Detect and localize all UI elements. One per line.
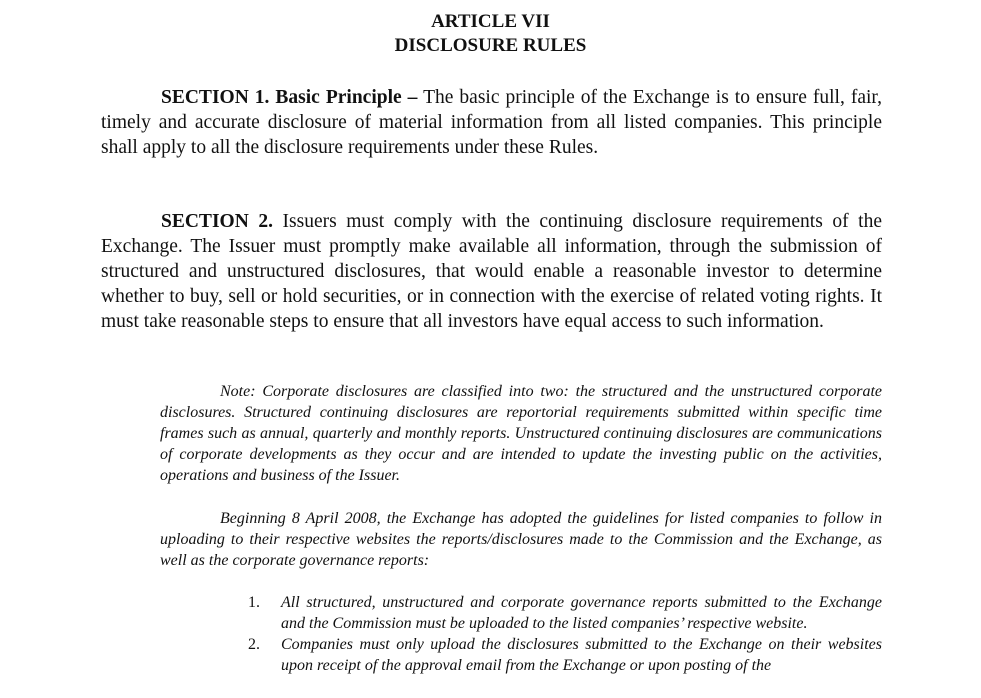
article-title: ARTICLE VII xyxy=(431,11,550,32)
list-item-number: 2. xyxy=(248,636,260,653)
list-item xyxy=(160,634,882,676)
list-item-text: Companies must only upload the disclosures submitted to the Exchange on their websites upon receipt of the approval email from the Exchange or upon posting of the xyxy=(281,636,882,674)
note-paragraph-1 xyxy=(160,381,882,486)
guidelines-list xyxy=(160,592,882,676)
note-paragraph-2 xyxy=(160,508,882,571)
section-1-heading: SECTION 1. Basic Principle – xyxy=(161,87,418,108)
section-1-text: The basic principle of the Exchange is to ensure full, fair, timely and accurate disclosure of material information from all listed companies. This principle shall apply to all the disclosure requirements under these Rules. xyxy=(101,87,882,158)
note-1-text: Note: Corporate disclosures are classified into two: the structured and the unstructured corporate disclosures. Structured continuing disclosures are reportorial requirements submitted within specific time frames such as annual, quarterly and monthly reports. Unstructured continuing disclosures are communications of corporate developments as they occur and are intended to update the investing public on the activities, operations and business of the Issuer. xyxy=(160,383,882,484)
article-subtitle: DISCLOSURE RULES xyxy=(394,35,587,56)
section-1-paragraph xyxy=(101,85,882,160)
section-2-paragraph xyxy=(101,209,882,334)
list-item-text: All structured, unstructured and corporate governance reports submitted to the Exchange and the Commission must be uploaded to the listed companies’ respective website. xyxy=(281,594,882,632)
list-item-number: 1. xyxy=(248,594,260,611)
section-2-text: Issuers must comply with the continuing disclosure requirements of the Exchange. The Issuer must promptly make available all information, through the submission of structured and unstructured disclosures, that would enable a reasonable investor to determine whether to buy, sell or hold securities, or in connection with the exercise of related voting rights. It must take reasonable steps to ensure that all investors have equal access to such information. xyxy=(101,211,882,332)
list-item xyxy=(160,592,882,634)
section-2-heading: SECTION 2. xyxy=(161,211,273,232)
note-2-text: Beginning 8 April 2008, the Exchange has adopted the guidelines for listed companies to follow in uploading to their respective websites the reports/disclosures made to the Commission and the Exchange, as well as the corporate governance reports: xyxy=(160,510,882,569)
